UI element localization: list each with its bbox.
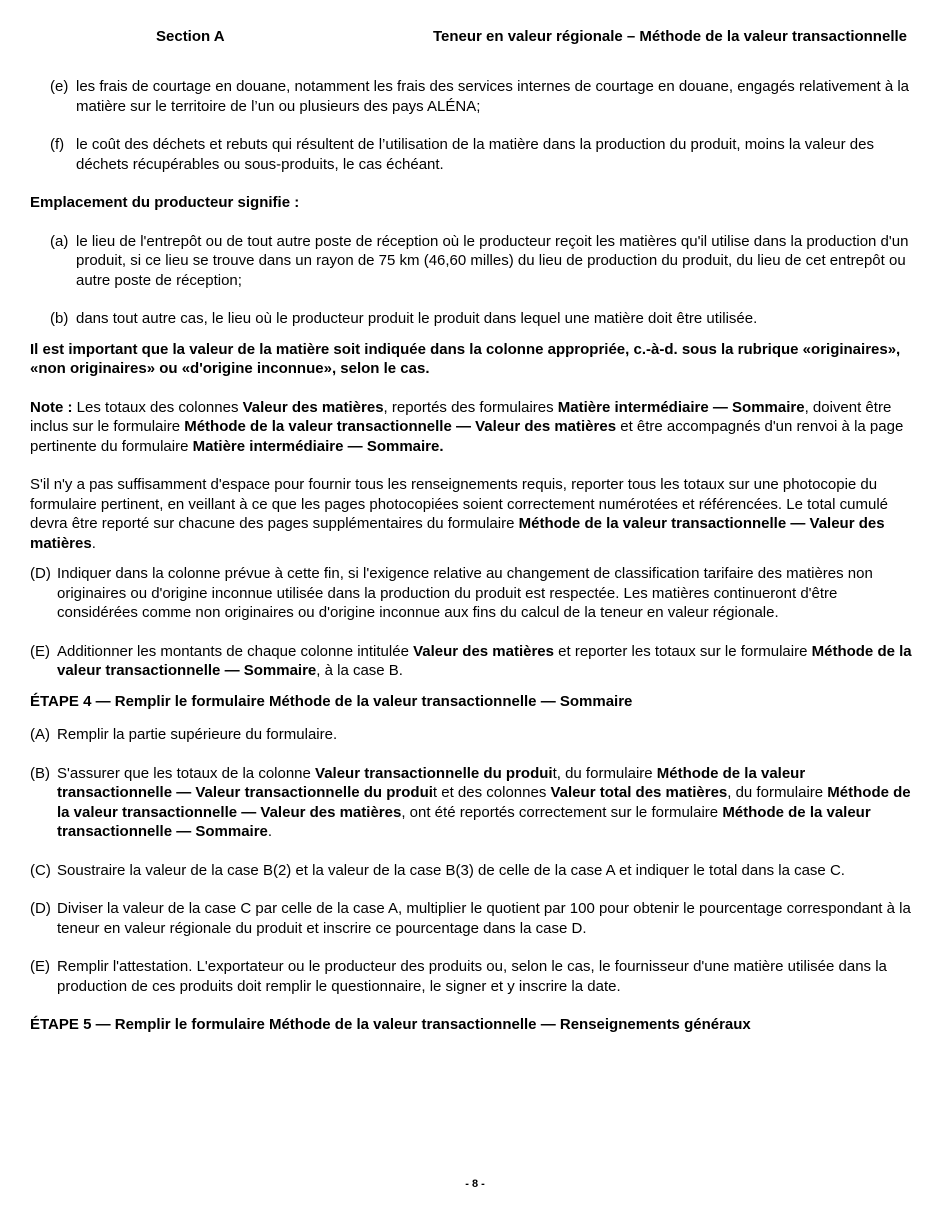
list-text: , du formulaire xyxy=(727,784,828,801)
important-notice: Il est important que la valeur de la matière soit indiquée dans la colonne appropriée, c.-à-d. sous la rubrique «originaires», «non originaires» ou «d'origine inconnue», selon le cas. xyxy=(30,340,901,377)
list-text: et reporter les totaux sur le formulaire xyxy=(554,642,812,660)
list-item-f xyxy=(30,135,920,174)
page-content xyxy=(30,77,920,1054)
list-bold: Valeur total des matières xyxy=(550,784,728,801)
list-bold: Valeur des matières xyxy=(413,642,554,660)
espace-text: . xyxy=(91,534,96,552)
note-bold: Matière intermédiaire — Sommaire xyxy=(557,398,805,416)
list-text: Additionner les montants de chaque colonne intitulée xyxy=(57,642,414,660)
emplacement-heading: Emplacement du producteur signifie : xyxy=(30,194,300,211)
list-text: t, du formulaire xyxy=(552,764,657,782)
list-text: , à la case B. xyxy=(316,662,403,679)
header-title: Teneur en valeur régionale – Méthode de la valeur transactionnelle xyxy=(432,28,907,45)
list-label: (f) xyxy=(50,136,65,153)
list-text: le coût des déchets et rebuts qui résultent de l’utilisation de la matière dans la production du produit, moins la valeur des déchets récupérables ou sous-produits, le cas échéant. xyxy=(76,136,874,173)
note-text: et être accompagnés d'un renvoi à la page pertinente du formulaire xyxy=(30,418,904,455)
list-label: (e) xyxy=(50,78,69,95)
note-label: Note : xyxy=(30,398,77,416)
list-bold: Méthode de la valeur transactionnelle — Sommaire xyxy=(57,803,871,840)
note-text: , reportés des formulaires xyxy=(383,398,558,416)
page-header xyxy=(0,27,950,47)
step3-item-d xyxy=(30,564,920,623)
step4-item-e xyxy=(30,957,920,996)
step4-item-b xyxy=(30,764,920,842)
step5-heading: ÉTAPE 5 — Remplir le formulaire Méthode de la valeur transactionnelle — Renseignements généraux xyxy=(30,1016,751,1033)
step3-item-e xyxy=(30,642,920,681)
list-label: (C) xyxy=(30,861,51,879)
section-label: Section A xyxy=(156,28,225,45)
page-number: - 8 - xyxy=(465,1178,485,1190)
list-text: Diviser la valeur de la case C par celle de la case A, multiplier le quotient par 100 pour obtenir le pourcentage correspondant à la teneur en valeur régionale du produit et inscrire ce pourcentage dans la case D. xyxy=(57,900,911,937)
list-bold: Méthode de la valeur transactionnelle — Valeur transactionnelle du produi xyxy=(57,764,806,801)
list-text: t et des colonnes xyxy=(432,784,551,801)
espace-paragraph xyxy=(30,475,920,553)
list-text: dans tout autre cas, le lieu où le producteur produit le produit dans lequel une matière doit être utilisée. xyxy=(76,310,758,327)
list-text: le lieu de l'entrepôt ou de tout autre poste de réception où le producteur reçoit les matières qu'il utilise dans la production d'un produit, si ce lieu se trouve dans un rayon de 75 km (46,60 milles) du lieu de production du produit, du lieu de cet entrepôt ou autre poste de réception; xyxy=(76,232,909,289)
step4-item-d xyxy=(30,899,920,938)
list-label: (A) xyxy=(30,726,50,743)
list-text: les frais de courtage en douane, notamment les frais des services internes de courtage en douane, engagés relativement à la matière sur le territoire de l’un ou plusieurs des pays ALÉNA; xyxy=(76,78,910,115)
list-text: , ont été reportés correctement sur le formulaire xyxy=(401,803,723,821)
step4-item-a xyxy=(30,725,920,745)
list-text: Remplir la partie supérieure du formulaire. xyxy=(57,726,338,743)
note-bold: Valeur des matières xyxy=(242,398,384,416)
list-item-b xyxy=(30,309,920,329)
espace-bold: Méthode de la valeur transactionnelle — Valeur des matières xyxy=(30,515,885,552)
list-item-e xyxy=(30,77,920,116)
list-label: (D) xyxy=(30,900,51,917)
note-text: , doivent être inclus sur le formulaire xyxy=(30,398,892,435)
list-label: (B) xyxy=(30,764,50,782)
note-bold: Matière intermédiaire — Sommaire. xyxy=(192,437,444,455)
note-text: Les totaux des colonnes xyxy=(76,398,243,416)
list-item-a xyxy=(30,232,920,291)
list-label: (a) xyxy=(50,232,69,250)
list-text: Remplir l'attestation. L'exportateur ou le producteur des produits ou, selon le cas, le fournisseur d'une matière utilisée dans la production de ces produits doit remplir le questionnaire, le signer et y inscrire la date. xyxy=(57,958,887,995)
list-bold: Méthode de la valeur transactionnelle — Valeur des matières xyxy=(57,784,911,821)
list-text: Soustraire la valeur de la case B(2) et la valeur de la case B(3) de celle de la case A et indiquer le total dans la case C. xyxy=(57,861,845,879)
list-bold: Méthode de la valeur transactionnelle — Sommaire xyxy=(57,642,912,679)
list-label: (b) xyxy=(50,310,69,327)
note-bold: Méthode de la valeur transactionnelle — Valeur des matières xyxy=(184,418,617,435)
list-text: . xyxy=(267,823,273,840)
list-text: S'assurer que les totaux de la colonne xyxy=(57,764,316,782)
list-label: (D) xyxy=(30,565,51,582)
step4-heading: ÉTAPE 4 — Remplir le formulaire Méthode de la valeur transactionnelle — Sommaire xyxy=(30,692,633,710)
espace-text: S'il n'y a pas suffisamment d'espace pour fournir tous les renseignements requis, reporter tous les totaux sur une photocopie du formulaire pertinent, en veillant à ce que les pages photocopiées soient correctement numérotées et référencées. Le total cumulé devra être reporté sur chacune des pages supplémentaires du formulaire xyxy=(30,476,888,532)
step4-item-c xyxy=(30,861,920,881)
list-label: (E) xyxy=(30,642,50,660)
list-label: (E) xyxy=(30,958,50,975)
note-paragraph xyxy=(30,398,920,457)
list-bold: Valeur transactionnelle du produi xyxy=(315,764,553,782)
list-text: Indiquer dans la colonne prévue à cette fin, si l'exigence relative au changement de classification tarifaire des matières non originaires ou d'origine inconnue utilisée dans la production du produit est respectée. Les matières continueront d'être considérées comme non originaires ou d'origine inconnue aux fins du calcul de la teneur en valeur régionale. xyxy=(57,565,873,621)
